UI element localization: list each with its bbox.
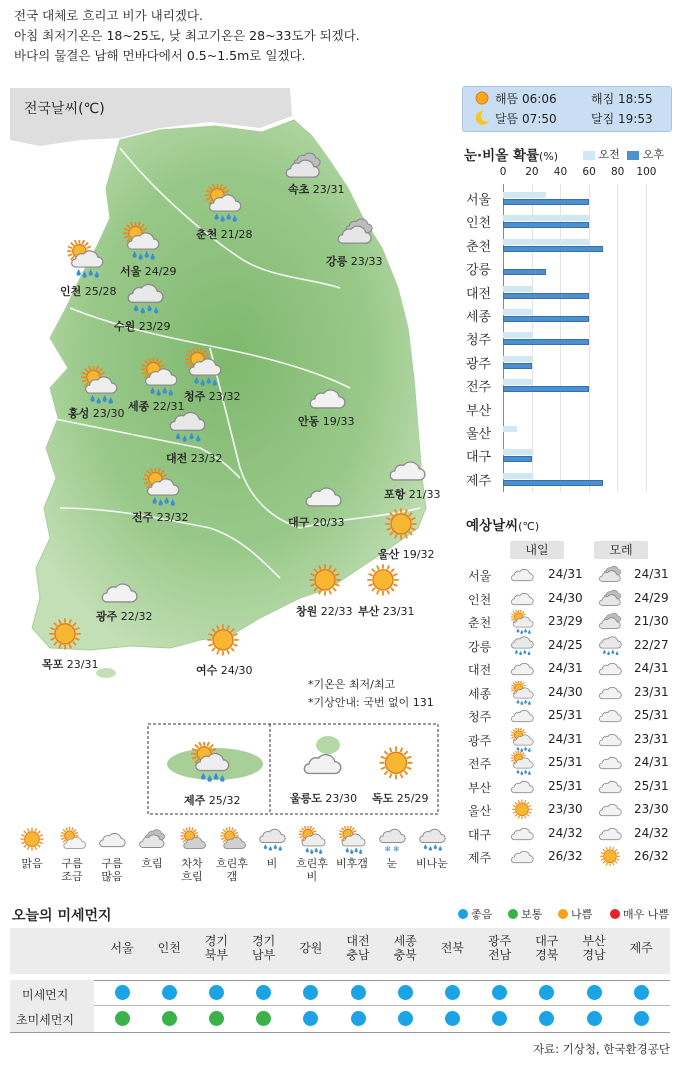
forecast-city-label: 청주 — [468, 710, 492, 724]
rain-icon — [258, 826, 286, 858]
precip-bar-pm — [503, 199, 589, 205]
source-credit: 자료: 기상청, 한국환경공단 — [532, 1042, 670, 1056]
precip-bar-am — [503, 473, 532, 479]
city-name: 부산 — [358, 605, 380, 618]
sun-rain-icon — [298, 826, 326, 858]
pm25-dot — [162, 1011, 177, 1026]
map-city-label — [120, 263, 176, 279]
pm25-dot — [303, 1011, 318, 1026]
sun-rain-icon — [204, 184, 242, 226]
forecast-dayafter-temp: 23/31 — [634, 731, 669, 746]
legend-am-label: 오전 — [598, 148, 620, 161]
dust-region-header: 제주 — [629, 941, 653, 955]
forecast-tomorrow-temp: 26/32 — [548, 849, 583, 863]
precip-city-label: 춘천 — [466, 239, 492, 255]
sun-moon-box — [462, 86, 672, 132]
map-city-label — [184, 792, 240, 808]
map-city-label — [358, 603, 414, 619]
sun-rain-icon — [140, 358, 178, 400]
forecast-tomorrow-temp: 23/30 — [548, 802, 583, 816]
forecast-dayafter-temp: 24/32 — [634, 825, 669, 840]
cloudy-icon — [336, 214, 374, 256]
precip-bar-am — [503, 239, 589, 245]
precip-bar-pm — [503, 269, 546, 275]
city-temp: 23/30 — [321, 792, 358, 805]
map-city-label — [298, 413, 354, 429]
moon-icon — [473, 109, 491, 127]
dust-region-header: 경기 북부 — [204, 934, 228, 962]
legend-label: 구름 많음 — [101, 857, 123, 883]
dust-legend-label: 매우 나쁨 — [623, 908, 670, 921]
cloudy-icon — [138, 826, 166, 858]
city-name: 울릉도 — [290, 792, 322, 805]
city-temp: 19/33 — [319, 415, 355, 428]
partly-dark-icon — [178, 826, 206, 858]
sunny-icon — [18, 826, 46, 858]
forecast-tomorrow-temp: 24/25 — [548, 637, 583, 652]
pm10-dot — [209, 985, 224, 1000]
moonset-label: 달짐 — [591, 112, 615, 126]
forecast-dayafter-temp: 23/30 — [634, 802, 669, 816]
dust-title: 오늘의 미세먼지 — [12, 908, 112, 924]
forecast-col-dayafter: 모레 — [594, 541, 648, 559]
city-name: 속초 — [288, 183, 310, 196]
city-temp: 25/29 — [393, 792, 429, 805]
city-name: 인천 — [60, 285, 82, 298]
city-name: 제주 — [184, 794, 206, 807]
dust-region-header: 대구 경북 — [535, 934, 559, 962]
forecast-dayafter-temp: 24/29 — [634, 590, 669, 605]
city-name: 대전 — [166, 452, 188, 465]
forecast-city-label: 대전 — [468, 663, 492, 677]
dust-legend-dot — [458, 909, 468, 919]
city-temp: 19/32 — [399, 548, 435, 561]
pm10-dot — [256, 985, 271, 1000]
dust-region-header: 인천 — [157, 941, 181, 955]
pm25-dot — [539, 1011, 554, 1026]
forecast-city-label: 대구 — [468, 827, 492, 842]
partly-dark-icon — [218, 826, 246, 858]
pm25-row-label: 초미세먼지 — [16, 1013, 74, 1027]
legend-pm-label: 오후 — [642, 148, 665, 161]
forecast-tomorrow-temp: 24/31 — [548, 731, 583, 746]
rain-icon — [168, 408, 206, 450]
city-name: 세종 — [128, 400, 150, 413]
sunny-icon — [598, 845, 622, 873]
map-city-label — [68, 405, 124, 421]
precip-bar-am — [503, 286, 532, 292]
forecast-tomorrow-temp: 24/31 — [548, 661, 583, 675]
map-city-label — [326, 253, 382, 269]
map-city-label — [372, 790, 428, 806]
map-city-label — [288, 514, 344, 530]
forecast-dayafter-temp: 25/31 — [634, 778, 669, 793]
island — [96, 668, 116, 678]
summary-text — [14, 6, 360, 66]
forecast-city-label: 춘천 — [468, 616, 492, 630]
precip-city-label: 인천 — [466, 216, 492, 232]
pm25-dot — [398, 1011, 413, 1026]
sunny-icon — [306, 562, 344, 604]
precip-bar-am — [503, 332, 532, 338]
city-name: 홍성 — [68, 407, 90, 420]
forecast-dayafter-temp: 23/31 — [634, 684, 669, 699]
map-city-label — [288, 181, 344, 197]
pm10-dot — [492, 985, 507, 1000]
precip-gridline — [617, 184, 618, 492]
precip-bar-pm — [503, 293, 589, 299]
dust-region-header: 강원 — [299, 941, 323, 955]
city-name: 강릉 — [326, 255, 348, 268]
city-temp: 22/33 — [317, 605, 353, 618]
precip-bar-am — [503, 192, 546, 198]
precip-axis-tick: 60 — [582, 166, 596, 178]
dust-region-header: 전북 — [440, 941, 464, 955]
city-temp: 23/32 — [187, 452, 223, 465]
precip-title-text: 눈·비올 확률 — [464, 148, 540, 164]
map-city-label — [132, 509, 188, 525]
sunny-icon — [382, 506, 420, 548]
precip-bar-am — [503, 379, 532, 385]
legend-label: 비 — [266, 857, 278, 870]
pm25-dot — [634, 1011, 649, 1026]
summary-line: 전국 대체로 흐리고 비가 내리겠다. — [14, 8, 203, 23]
precip-bar-am — [503, 449, 532, 455]
precip-city-label: 부산 — [466, 403, 492, 419]
city-temp: 23/31 — [379, 605, 415, 618]
map-city-label — [42, 656, 98, 672]
pm10-dot — [445, 985, 460, 1000]
city-name: 여수 — [196, 664, 218, 677]
overcast-icon — [302, 744, 342, 788]
legend-label: 흐린후 비 — [296, 857, 328, 883]
precip-gridline — [532, 184, 533, 492]
legend-label: 구름 조금 — [61, 857, 83, 883]
partly-icon — [58, 826, 86, 858]
precip-bar-pm — [503, 480, 603, 486]
map-city-label — [296, 603, 352, 619]
pm10-dot — [351, 985, 366, 1000]
pm25-dot — [351, 1011, 366, 1026]
forecast-city-label: 인천 — [468, 592, 492, 607]
precip-bar-am — [503, 426, 517, 432]
forecast-tomorrow-temp: 25/31 — [548, 708, 583, 722]
precip-bar-am — [503, 309, 532, 315]
precip-city-label: 대전 — [466, 286, 492, 302]
forecast-tomorrow-temp: 23/29 — [548, 614, 583, 628]
pm10-dot — [115, 985, 130, 1000]
sunny-icon — [204, 622, 242, 664]
legend-label: 비나눈 — [416, 857, 448, 870]
legend-label: 흐림 — [141, 857, 163, 870]
sun-rain-icon — [80, 366, 118, 408]
precip-axis-tick: 40 — [553, 166, 568, 178]
sunrise-label: 해뜸 — [495, 92, 519, 106]
pm10-dot — [303, 985, 318, 1000]
city-temp: 24/29 — [141, 265, 177, 278]
precip-bar-am — [503, 215, 589, 221]
forecast-dayafter-temp: 24/31 — [634, 567, 669, 581]
forecast-city-label: 서울 — [468, 569, 492, 583]
city-name: 청주 — [184, 390, 206, 403]
legend-label: 눈 — [386, 857, 398, 870]
city-name: 독도 — [372, 792, 394, 805]
dust-region-header: 광주 전남 — [488, 934, 512, 962]
forecast-col-tomorrow: 내일 — [510, 541, 564, 559]
forecast-tomorrow-temp: 25/31 — [548, 778, 583, 793]
legend-label: 비후갬 — [336, 857, 368, 870]
city-temp: 23/29 — [135, 320, 171, 333]
dust-legend-dot — [558, 909, 568, 919]
map-city-label — [196, 226, 252, 242]
precip-axis-tick: 100 — [636, 166, 657, 178]
precip-axis-tick: 20 — [525, 166, 539, 178]
map-city-label — [60, 283, 116, 299]
sunrise-icon — [473, 89, 491, 107]
precip-bar-pm — [503, 456, 532, 462]
city-name: 울산 — [378, 548, 400, 561]
forecast-tomorrow-temp: 25/31 — [548, 755, 583, 769]
sunny-icon — [376, 744, 416, 788]
city-name: 춘천 — [196, 228, 218, 241]
dust-region-header: 부산 경남 — [582, 934, 606, 962]
precip-city-label: 대구 — [466, 450, 492, 466]
dust-region-header: 세종 충북 — [393, 934, 417, 962]
forecast-city-label: 세종 — [468, 686, 492, 701]
precip-title-unit: (%) — [539, 150, 559, 163]
forecast-dayafter-temp: 22/27 — [634, 637, 669, 652]
forecast-city-label: 강릉 — [468, 639, 492, 654]
moonrise-time: 07:50 — [522, 112, 557, 126]
sun-rain-icon — [190, 742, 230, 786]
city-name: 수원 — [114, 320, 136, 333]
precip-gridline — [560, 184, 561, 492]
precip-gridline — [646, 184, 647, 492]
pm10-row-label: 미세먼지 — [22, 988, 69, 1002]
sunny-icon — [46, 616, 84, 658]
svg-text:✻ ✻: ✻ ✻ — [384, 844, 400, 854]
pm10-dot — [162, 985, 177, 1000]
snow-icon — [378, 826, 406, 858]
sunset-time: 18:55 — [618, 92, 653, 106]
legend-pm-swatch — [627, 151, 639, 160]
city-name: 창원 — [296, 605, 318, 618]
legend-label: 흐린후 갬 — [216, 857, 248, 883]
pm25-dot — [209, 1011, 224, 1026]
precip-axis-tick: 80 — [611, 166, 625, 178]
forecast-city-label: 부산 — [468, 780, 492, 795]
forecast-dayafter-temp: 26/32 — [634, 849, 669, 863]
forecast-dayafter-temp: 24/31 — [634, 661, 669, 675]
precip-bar-pm — [503, 316, 589, 322]
forecast-dayafter-temp: 21/30 — [634, 614, 669, 628]
map-city-label — [384, 486, 440, 502]
forecast-tomorrow-temp: 24/30 — [548, 684, 583, 699]
precip-legend — [583, 146, 664, 162]
map-city-label — [96, 608, 152, 624]
city-temp: 23/30 — [89, 407, 125, 420]
dust-region-header: 대전 충남 — [346, 934, 370, 962]
sunny-icon — [364, 562, 402, 604]
dust-legend-dot — [610, 909, 620, 919]
city-name: 전주 — [132, 511, 154, 524]
moonset-time: 19:53 — [618, 112, 653, 126]
map-city-label — [114, 318, 170, 334]
precip-bar-pm — [503, 386, 589, 392]
pm10-dot — [634, 985, 649, 1000]
precip-city-label: 세종 — [466, 310, 492, 325]
dust-region-header: 경기 남부 — [252, 934, 276, 962]
precip-bar-pm — [503, 339, 589, 345]
dust-legend-label: 보통 — [521, 908, 543, 921]
precip-bar-pm — [503, 246, 603, 252]
forecast-tomorrow-temp: 24/32 — [548, 825, 583, 840]
moonrise-label: 달뜸 — [495, 112, 519, 126]
overcast-icon — [98, 826, 126, 858]
precip-bar-pm — [503, 222, 589, 228]
map-city-label — [166, 450, 222, 466]
sun-rain-icon — [66, 240, 104, 282]
forecast-title-text: 예상날씨 — [466, 518, 519, 534]
city-temp: 22/32 — [117, 610, 153, 623]
dust-legend-dot — [508, 909, 518, 919]
pm10-dot — [587, 985, 602, 1000]
pm25-dot — [115, 1011, 130, 1026]
summary-line: 아침 최저기온은 18~25도, 낮 최고기온은 28~33도가 되겠다. — [14, 28, 360, 43]
city-temp: 23/31 — [63, 658, 99, 671]
dust-region-header: 서울 — [110, 941, 134, 955]
forecast-city-label: 전주 — [468, 757, 492, 771]
city-temp: 22/31 — [149, 400, 185, 413]
sun-rain-icon — [184, 348, 222, 390]
forecast-city-label: 울산 — [468, 804, 492, 818]
info-note: *기상안내: 국번 없이 131 — [308, 696, 434, 709]
precip-axis-tick: 0 — [499, 166, 507, 178]
pm25-dot — [587, 1011, 602, 1026]
city-temp: 21/33 — [405, 488, 441, 501]
precip-city-label: 청주 — [466, 333, 492, 349]
forecast-title — [466, 514, 539, 534]
city-temp: 20/33 — [309, 516, 345, 529]
pm10-dot — [539, 985, 554, 1000]
legend-am-swatch — [583, 151, 595, 160]
map-city-label — [196, 662, 252, 678]
sun-rain-icon — [338, 826, 366, 858]
city-temp: 25/32 — [205, 794, 241, 807]
rain-icon — [418, 826, 446, 858]
precip-city-label: 제주 — [466, 473, 492, 489]
city-name: 대구 — [288, 516, 310, 529]
forecast-city-label: 제주 — [468, 851, 492, 865]
city-temp: 23/32 — [205, 390, 241, 403]
precip-bar-pm — [503, 363, 532, 369]
city-name: 목포 — [42, 658, 64, 671]
city-name: 광주 — [96, 610, 118, 623]
city-temp: 23/31 — [309, 183, 345, 196]
map-title: 전국날씨(℃) — [24, 101, 105, 117]
pm25-dot — [445, 1011, 460, 1026]
pm25-dot — [256, 1011, 271, 1026]
city-temp: 24/30 — [217, 664, 253, 677]
temp-note: *기온은 최저/최고 — [308, 678, 396, 691]
rain-icon — [126, 280, 164, 322]
precip-chart-title — [464, 144, 558, 164]
precip-city-label: 울산 — [466, 427, 492, 442]
pm25-dot — [492, 1011, 507, 1026]
dust-legend-label: 좋음 — [471, 908, 493, 921]
forecast-title-unit: (℃) — [518, 520, 540, 533]
city-name: 포항 — [384, 488, 406, 501]
precip-city-label: 강릉 — [466, 263, 492, 279]
sun-rain-icon — [122, 222, 160, 264]
sun-rain-icon — [142, 468, 180, 510]
city-temp: 25/28 — [81, 285, 117, 298]
dust-legend-label: 나쁨 — [571, 908, 593, 921]
precip-city-label: 서울 — [466, 193, 492, 208]
sunrise-time: 06:06 — [522, 92, 557, 106]
city-temp: 21/28 — [217, 228, 253, 241]
map-city-label — [290, 790, 357, 806]
precip-gridline — [589, 184, 590, 492]
precip-city-label: 광주 — [466, 356, 492, 372]
pm10-dot — [398, 985, 413, 1000]
overcast-icon — [510, 845, 534, 873]
city-name: 안동 — [298, 415, 320, 428]
legend-label: 맑음 — [21, 857, 43, 870]
summary-line: 바다의 물결은 남해 먼바다에서 0.5~1.5m로 일겠다. — [14, 48, 306, 63]
forecast-dayafter-temp: 24/31 — [634, 755, 669, 769]
forecast-dayafter-temp: 25/31 — [634, 708, 669, 722]
map-city-label — [184, 388, 240, 404]
precip-bar-am — [503, 356, 532, 362]
forecast-tomorrow-temp: 24/30 — [548, 590, 583, 605]
map-city-label — [378, 546, 434, 562]
precip-city-label: 전주 — [466, 380, 492, 396]
legend-label: 차차 흐림 — [181, 857, 203, 883]
city-name: 서울 — [120, 265, 142, 278]
city-temp: 23/33 — [347, 255, 383, 268]
city-temp: 23/32 — [153, 511, 189, 524]
forecast-tomorrow-temp: 24/31 — [548, 567, 583, 581]
sunset-label: 해짐 — [591, 92, 615, 106]
forecast-city-label: 광주 — [468, 733, 492, 748]
